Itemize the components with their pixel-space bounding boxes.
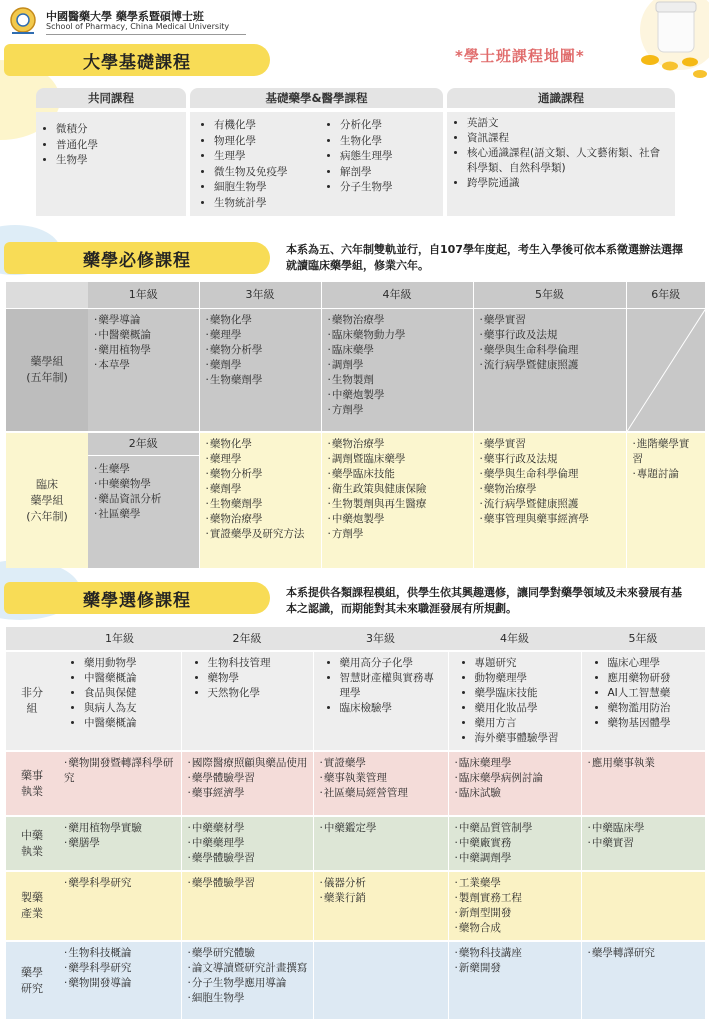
course-item: • 分子生物學 [340,180,443,196]
course-item: · 臨床試驗 [455,786,577,801]
course-item: · 生物藥劑學 [206,497,315,512]
elective-cell [58,871,181,941]
course-item: • 臨床心理學 [608,656,702,671]
elective-row-label: 製藥 產業 [6,871,58,941]
course-item: · 調劑暨臨床藥學 [328,452,467,467]
elective-cell [181,871,313,941]
course-item: • AI人工智慧藥 [608,686,702,701]
elective-cell [313,751,448,816]
elective-header-year2: 2年級 [232,632,262,645]
course-item: • 智慧財產權與實務專理學 [340,671,444,701]
course-item: · 藥物治療學 [328,437,467,452]
course-item: · 流行病學暨健康照護 [480,358,620,373]
course-item: • 細胞生物學 [214,180,319,196]
required-courses-title: 藥學必修課程 [83,250,191,271]
elective-courses-banner [4,582,270,614]
course-item: • 病態生理學 [340,149,443,165]
course-item: · 藥事行政及法規 [480,328,620,343]
course-item: · 新劑型開發 [455,906,577,921]
header-divider [46,34,246,35]
elective-cell [581,941,705,1019]
course-item: • 天然物化學 [208,686,309,701]
elective-cell [313,871,448,941]
course-item: • 動物藥理學 [475,671,577,686]
course-item: · 生物製劑與再生醫療 [328,497,467,512]
elective-row [6,941,705,1019]
elective-row [6,816,705,871]
course-item: • 專題研究 [475,656,577,671]
course-item: · 藥膳學 [64,836,177,851]
required-row-pharmacy-label [6,308,88,432]
course-item: · 生物科技概論 [64,946,177,961]
course-item: · 藥理學 [206,452,315,467]
course-item: · 論文導讀暨研究計畫撰寫 [188,961,309,976]
general-education-header [447,88,675,108]
course-item: · 中藥藥物學 [94,477,193,492]
required-header-year1: 1年級 [88,282,199,308]
general-education-list [447,112,675,216]
course-item: • 臨床檢驗學 [340,701,444,716]
course-item: · 藥物科技講座 [455,946,577,961]
course-item: · 藥學科學研究 [64,876,177,891]
common-courses-header [36,88,186,108]
course-item: · 中藥藥理學 [188,836,309,851]
course-item: · 實證藥學 [320,756,444,771]
course-item: • 藥物基因體學 [608,716,702,731]
course-item: · 藥劑學 [206,482,315,497]
required-pharmacy-year6-empty [626,308,705,432]
course-item: · 生藥學 [94,462,193,477]
required-header-empty [6,282,88,308]
required-header-year3: 3年級 [199,282,321,308]
course-item: • 分析化學 [340,118,443,134]
elective-cell [448,941,581,1019]
elective-header-year3: 3年級 [366,632,395,645]
course-item: · 中藥實習 [588,836,702,851]
elective-cell [448,871,581,941]
course-item: • 應用藥物研發 [608,671,702,686]
course-item: • 有機化學 [214,118,319,134]
general-education-label: 通識課程 [538,91,584,105]
course-item: • 跨學院通識 [467,176,667,191]
elective-cell [448,651,581,751]
course-item: · 分子生物學應用導論 [188,976,309,991]
school-name-chinese: 中國醫藥大學 藥學系暨碩博士班 [46,10,204,23]
elective-cell [181,651,313,751]
course-item: · 國際醫療照顧與藥品使用 [188,756,309,771]
course-item: • 中醫藥概論 [84,671,177,686]
required-clinical-year6 [626,432,705,568]
course-item: • 生理學 [214,149,319,165]
course-item: · 藥物分析學 [206,343,315,358]
course-item: · 藥物開發導論 [64,976,177,991]
elective-row-label: 中藥 執業 [6,816,58,871]
elective-cell [181,816,313,871]
required-courses-banner [4,242,270,274]
course-item: · 社區藥局經營管理 [320,786,444,801]
course-item: · 方劑學 [328,403,467,418]
course-item: · 藥物化學 [206,313,315,328]
school-name-english: School of Pharmacy, China Medical University [46,22,230,31]
course-item: · 臨床藥學 [328,343,467,358]
course-item: · 藥事行政及法規 [480,452,620,467]
course-item: · 實證藥學及研究方法 [206,527,315,542]
required-clinical-year5 [473,432,626,568]
elective-cell [313,816,448,871]
elective-row-label: 藥學 研究 [6,941,58,1019]
course-item: · 中藥炮製學 [328,388,467,403]
elective-courses-table [6,627,705,1019]
course-item: · 藥物治療學 [206,512,315,527]
course-item: • 海外藥事體驗學習 [475,731,577,746]
course-item: • 核心通識課程(語文類、人文藝術類、社會科學類、自然科學類) [467,146,667,176]
course-item: • 英語文 [467,116,667,131]
course-item: · 方劑學 [328,527,467,542]
course-item: · 藥事管理與藥事經濟學 [480,512,620,527]
course-item: · 工業藥學 [455,876,577,891]
course-item: · 本草學 [94,358,193,373]
required-header-year4: 4年級 [321,282,473,308]
course-item: • 生物科技管理 [208,656,309,671]
course-item: • 生物統計學 [214,196,319,212]
course-item: · 藥理學 [206,328,315,343]
basic-courses-banner [4,44,270,76]
elective-cell [581,651,705,751]
course-item: · 藥事執業管理 [320,771,444,786]
course-item: · 藥學與生命科學倫理 [480,343,620,358]
course-item: · 藥物分析學 [206,467,315,482]
course-item: · 中藥廠實務 [455,836,577,851]
elective-header-year1: 1年級 [105,632,134,645]
course-item: · 藥事經濟學 [188,786,309,801]
required-courses-table [6,282,705,568]
course-item: · 應用藥事執業 [588,756,702,771]
elective-cell [58,651,181,751]
course-item: • 與病人為友 [84,701,177,716]
course-item: • 物理化學 [214,134,319,150]
course-item: · 流行病學暨健康照護 [480,497,620,512]
course-item: · 儀器分析 [320,876,444,891]
elective-cell [58,941,181,1019]
course-item: · 藥學體驗學習 [188,851,309,866]
elective-row [6,871,705,941]
course-item: · 藥學實習 [480,313,620,328]
required-clinical-year4 [321,432,473,568]
required-row-clinical-label [6,432,88,568]
required-header-year5: 5年級 [473,282,626,308]
course-item: • 微生物及免疫學 [214,165,319,181]
basic-pharmacy-header [190,88,443,108]
course-item: · 中藥炮製學 [328,512,467,527]
course-item: · 藥學導論 [94,313,193,328]
elective-courses-description: 本系提供各類課程模組，供學生依其興趣選修，讓同學對藥學領域及未來發展有基本之認識，而期能對其未來職涯發展有所規劃。 [286,586,682,615]
required-clinical-year3 [199,432,321,568]
not-applicable-slash [627,309,706,432]
course-item: · 中藥臨床學 [588,821,702,836]
required-pharmacy-year4 [321,308,473,432]
course-item: · 製劑實務工程 [455,891,577,906]
course-item: • 藥用動物學 [84,656,177,671]
elective-row-label: 藥事 執業 [6,751,58,816]
course-item: · 藥劑學 [206,358,315,373]
course-item: · 中藥藥材學 [188,821,309,836]
course-item: · 細胞生物學 [188,991,309,1006]
course-item: • 微積分 [56,122,186,138]
course-item: · 藥物治療學 [480,482,620,497]
course-item: • 生物學 [56,153,186,169]
course-item: · 臨床藥物動力學 [328,328,467,343]
course-item: • 中醫藥概論 [84,716,177,731]
course-item: • 藥學臨床技能 [475,686,577,701]
elective-row [6,651,705,751]
elective-cell [181,941,313,1019]
elective-cell [581,751,705,816]
curriculum-map-title: *學士班課程地圖* [455,47,585,65]
course-item: · 藥學體驗學習 [188,771,309,786]
common-courses-label: 共同課程 [88,91,134,105]
course-item: · 臨床藥理學 [455,756,577,771]
course-item: · 藥學與生命科學倫理 [480,467,620,482]
course-item: • 資訊課程 [467,131,667,146]
course-item: • 藥用高分子化學 [340,656,444,671]
elective-header-empty [6,627,58,651]
course-item: · 調劑學 [328,358,467,373]
elective-cell [181,751,313,816]
course-item: • 藥用方言 [475,716,577,731]
elective-cell [313,651,448,751]
course-item: • 藥物學 [208,671,309,686]
course-item: · 進階藥學實習 [633,437,700,467]
course-item: · 藥學轉譯研究 [588,946,702,961]
course-item: · 中醫藥概論 [94,328,193,343]
course-item: · 生物藥劑學 [206,373,315,388]
elective-cell [58,816,181,871]
course-item: · 新藥開發 [455,961,577,976]
course-item: · 藥物治療學 [328,313,467,328]
elective-cell [581,816,705,871]
course-item: · 中藥鑑定學 [320,821,444,836]
course-item: • 藥用化妝品學 [475,701,577,716]
course-item: · 生物製劑 [328,373,467,388]
elective-header-year5: 5年級 [628,632,658,645]
course-item: · 衛生政策與健康保險 [328,482,467,497]
elective-header-year4: 4年級 [500,632,529,645]
row-label-pharmacy: 藥學組 (五年制) [26,354,68,384]
pill-bottle-icon [620,0,709,90]
required-pharmacy-year1 [88,308,199,432]
elective-cell [448,816,581,871]
row-label-clinical: 臨床 藥學組 (六年制) [26,477,68,523]
university-logo-icon [6,6,40,36]
course-item: • 普通化學 [56,138,186,154]
course-item: · 藥物開發暨轉譯科學研究 [64,756,177,786]
elective-cell [448,751,581,816]
elective-row [6,751,705,816]
course-item: · 藥學研究體驗 [188,946,309,961]
course-item: · 藥學實習 [480,437,620,452]
course-item: · 藥用植物學實驗 [64,821,177,836]
basic-pharmacy-label: 基礎藥學&醫學課程 [265,91,368,105]
course-item: · 藥學體驗學習 [188,876,309,891]
course-item: · 藥物化學 [206,437,315,452]
required-header-year2: 2年級 [88,433,199,456]
required-pharmacy-year5 [473,308,626,432]
course-item: • 解剖學 [340,165,443,181]
elective-cell [58,751,181,816]
course-item: · 中藥調劑學 [455,851,577,866]
elective-cell [581,871,705,941]
elective-row-label: 非分 組 [6,651,58,751]
course-item: · 臨床藥學病例討論 [455,771,577,786]
elective-cell [313,941,448,1019]
course-item: · 藥業行銷 [320,891,444,906]
basic-pharmacy-list [190,112,443,216]
elective-courses-title: 藥學選修課程 [83,590,191,611]
course-item: · 中藥品質管制學 [455,821,577,836]
course-item: · 藥物合成 [455,921,577,936]
required-header-year6: 6年級 [651,288,681,302]
course-item: · 藥學臨床技能 [328,467,467,482]
course-item: • 生物化學 [340,134,443,150]
course-item: · 藥用植物學 [94,343,193,358]
common-courses-list [36,112,186,216]
course-item: • 藥物濫用防治 [608,701,702,716]
required-clinical-year2 [88,432,199,568]
course-item: · 專題討論 [633,467,700,482]
course-item: · 藥品資訊分析 [94,492,193,507]
required-pharmacy-year3 [199,308,321,432]
course-item: · 藥學科學研究 [64,961,177,976]
required-courses-description: 本系為五、六年制雙軌並行，自107學年度起，考生入學後可依本系徵選辦法選擇就讀臨床藥學組，修業六年。 [286,243,683,272]
course-item: · 社區藥學 [94,507,193,522]
basic-courses-title: 大學基礎課程 [83,52,191,73]
course-item: • 食品與保健 [84,686,177,701]
